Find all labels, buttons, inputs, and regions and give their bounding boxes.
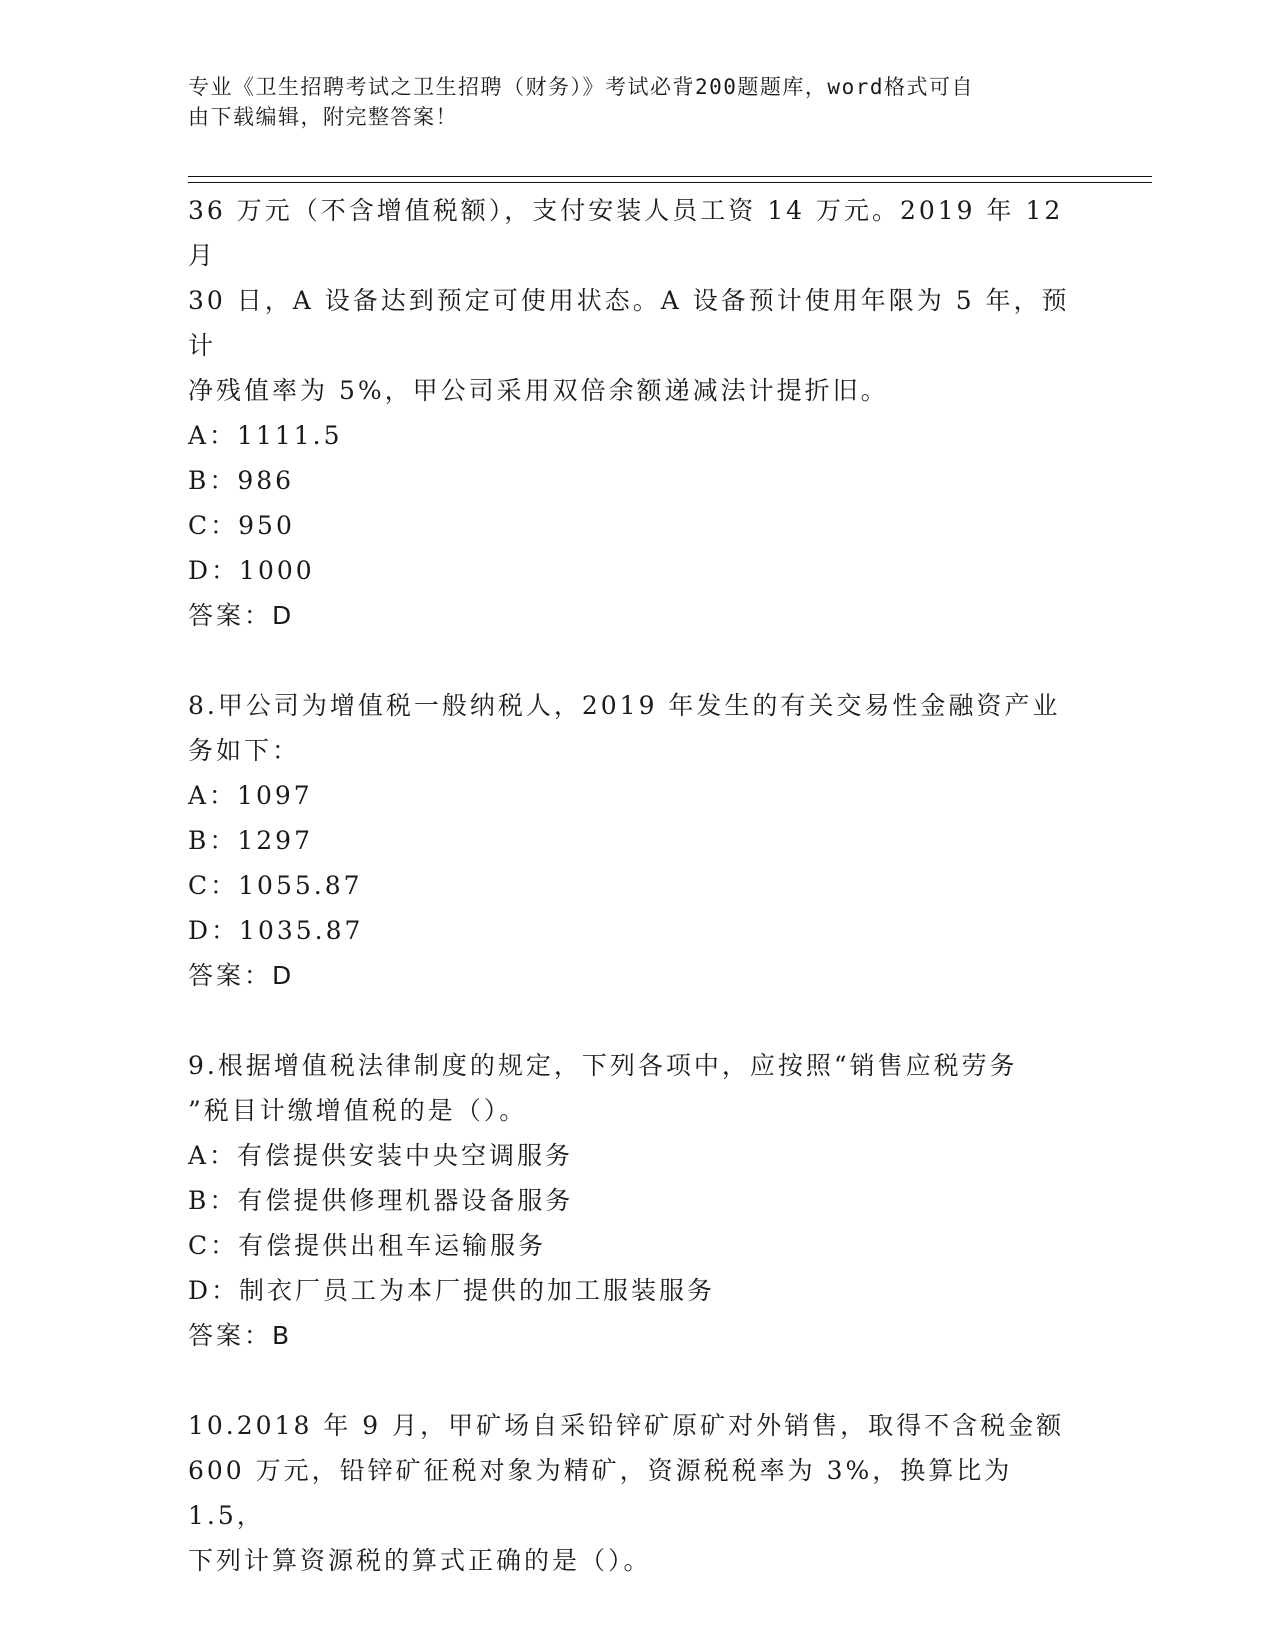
header-divider-bottom [188, 182, 1152, 183]
header-title-line-2: 由下载编辑，附完整答案！ [188, 105, 458, 129]
question-10 [188, 1403, 1088, 1583]
question-9-option-a: A：有偿提供安装中央空调服务 [188, 1141, 574, 1170]
question-9-stem-line-1: 9.根据增值税法律制度的规定，下列各项中，应按照“销售应税劳务 [188, 1051, 1018, 1080]
question-10-stem-line-3: 下列计算资源税的算式正确的是（）。 [188, 1546, 652, 1575]
header-divider-top [188, 176, 1152, 177]
spacer [188, 1358, 1088, 1403]
spacer [188, 638, 1088, 683]
question-7-option-c: C：950 [188, 511, 295, 540]
question-10-stem-line-2: 600 万元，铅锌矿征税对象为精矿，资源税税率为 3%，换算比为 1.5， [188, 1456, 1013, 1530]
question-8 [188, 683, 1088, 998]
question-9 [188, 1043, 1088, 1358]
question-8-option-b: B：1297 [188, 826, 313, 855]
question-9-option-d: D：制衣厂员工为本厂提供的加工服装服务 [188, 1276, 716, 1305]
question-7-option-d: D：1000 [188, 556, 315, 585]
document-header [188, 72, 1068, 132]
question-8-option-c: C：1055.87 [188, 871, 363, 900]
question-8-stem-line-2: 务如下： [188, 736, 301, 765]
question-8-option-a: A：1097 [188, 781, 313, 810]
spacer [188, 998, 1088, 1043]
question-9-option-c: C：有偿提供出租车运输服务 [188, 1231, 547, 1260]
question-8-option-d: D：1035.87 [188, 916, 364, 945]
question-7-stem-line-1: 36 万元（不含增值税额），支付安装人员工资 14 万元。2019 年 12 月 [188, 196, 1064, 270]
question-7-stem-line-2: 30 日，A 设备达到预定可使用状态。A 设备预计使用年限为 5 年，预计 [188, 286, 1070, 360]
question-8-stem-line-1: 8.甲公司为增值税一般纳税人，2019 年发生的有关交易性金融资产业 [188, 691, 1061, 720]
header-title-line-1: 专业《卫生招聘考试之卫生招聘（财务）》考试必背200题题库，word格式可自 [188, 75, 974, 99]
question-7-option-b: B：986 [188, 466, 295, 495]
question-7 [188, 188, 1088, 638]
question-7-answer: 答案：D [188, 601, 295, 630]
question-10-stem-line-1: 10.2018 年 9 月，甲矿场自采铅锌矿原矿对外销售，取得不含税金额 [188, 1411, 1065, 1440]
question-9-stem-line-2: ”税目计缴增值税的是（）。 [188, 1096, 528, 1125]
question-9-option-b: B：有偿提供修理机器设备服务 [188, 1186, 574, 1215]
question-9-answer: 答案：B [188, 1321, 293, 1350]
question-8-answer: 答案：D [188, 961, 295, 990]
question-7-option-a: A：1111.5 [188, 421, 343, 450]
question-7-stem-line-3: 净残值率为 5%，甲公司采用双倍余额递减法计提折旧。 [188, 376, 889, 405]
document-body [188, 188, 1088, 1583]
